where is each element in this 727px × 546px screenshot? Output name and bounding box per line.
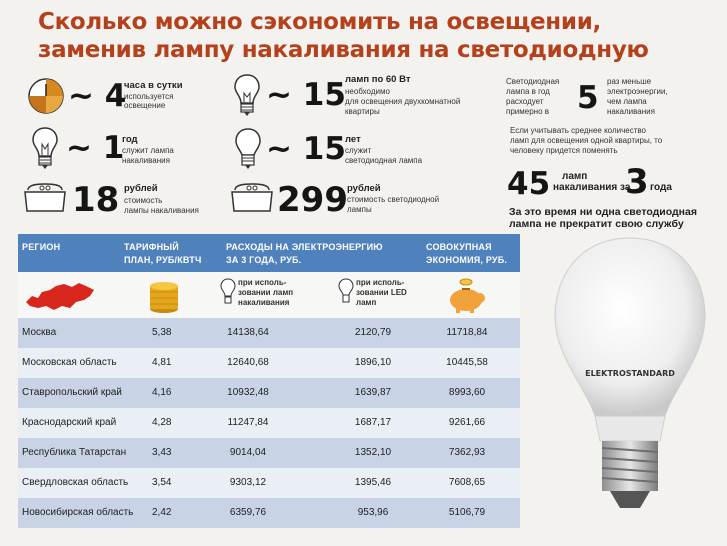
sub-led-3: ламп (356, 298, 377, 307)
years-count: 3 (625, 162, 649, 202)
avg-line-3: человеку придется поменять (510, 146, 618, 155)
hours-desc-1: используется (124, 92, 174, 101)
conclusion-line-1: За это время ни одна светодиодная (509, 206, 697, 218)
header-savings-1: СОВОКУПНАЯ (426, 242, 492, 252)
lamps-desc-1: необходимо (345, 87, 390, 96)
led-cost-cell: 1687,17 (354, 417, 392, 428)
bulb-brand: ELEKTROSTANDARD (585, 369, 675, 378)
header-region: РЕГИОН (22, 242, 61, 252)
lamps-desc-3: квартиры (345, 107, 380, 116)
tariff-cell: 4,81 (152, 357, 172, 368)
lamps-label: ламп по 60 Вт (345, 74, 411, 85)
tariff-cell: 4,28 (152, 417, 172, 428)
header-costs-1: РАСХОДЫ НА ЭЛЕКТРОЭНЕРГИЮ (226, 242, 383, 252)
incand-cost-cell: 9303,12 (229, 477, 267, 488)
times-line-2: электроэнергии, (607, 87, 668, 96)
incand-cost-cell: 11247,84 (227, 417, 269, 428)
region-cell: Московская область (22, 357, 117, 368)
incand-cost-cell: 14138,64 (227, 327, 269, 338)
saving-cell: 5106,79 (448, 507, 486, 518)
led-cost-cell: 1352,10 (354, 447, 392, 458)
wallet-icon-2 (229, 182, 275, 214)
header-savings-2: ЭКОНОМИЯ, РУБ. (426, 255, 508, 265)
sub-incand-3: накаливания (238, 298, 290, 307)
region-cell: Республика Татарстан (22, 447, 127, 458)
table-row (18, 408, 520, 438)
header-costs-2: ЗА 3 ГОДА, РУБ. (226, 255, 302, 265)
table-row (18, 468, 520, 498)
hours-label: часа в сутки (124, 80, 183, 91)
led-years-desc-1: служит (345, 146, 372, 155)
header-tariff-2: ПЛАН, РУБ/КВТЧ (124, 255, 202, 265)
lamps-desc-2: для освещения двухкомнатной (345, 97, 461, 106)
led-bulb-illustration (540, 236, 720, 536)
led-lamp-line-4: примерно в (506, 107, 549, 116)
incand-cost-cell: 10932,48 (227, 387, 269, 398)
incand-cost-value: 18 (72, 180, 120, 220)
sub-incand-2: зовании ламп (238, 288, 294, 297)
table-header (18, 234, 520, 272)
region-cell: Новосибирская область (22, 507, 134, 518)
incand-years-value: ~ 1 (66, 130, 125, 166)
led-cost-cell: 2120,79 (354, 327, 392, 338)
led-cost-cell: 1639,87 (354, 387, 392, 398)
avg-line-2: ламп для освещения одной квартиры, то (510, 136, 663, 145)
led-lamp-line-1: Светодиодная (506, 77, 560, 86)
tariff-cell: 2,42 (152, 507, 172, 518)
incand-cost-label: рублей (124, 183, 158, 194)
led-cost-desc-1: стоимость светодиодной (347, 195, 440, 204)
led-cost-label: рублей (347, 183, 381, 194)
led-lamp-line-3: расходует (506, 97, 544, 106)
saving-cell: 10445,58 (446, 357, 488, 368)
table-row (18, 498, 520, 528)
incand-years-label: год (122, 134, 138, 145)
saving-cell: 11718,84 (446, 327, 488, 338)
hours-desc-2: освещение (124, 101, 166, 110)
table-row (18, 318, 520, 348)
incand-cost-cell: 6359,76 (229, 507, 267, 518)
sub-incand-1: при исполь- (238, 278, 287, 287)
saving-cell: 7608,65 (448, 477, 486, 488)
tariff-cell: 4,16 (152, 387, 172, 398)
table-incandescent-icon (220, 278, 236, 306)
region-cell: Краснодарский край (22, 417, 117, 428)
led-cost-value: 299 (277, 180, 348, 220)
lightbulb-icon (233, 73, 261, 117)
incand-years-desc-1: служит лампа (122, 146, 174, 155)
saving-cell: 7362,93 (448, 447, 486, 458)
table-row (18, 378, 520, 408)
header-tariff-1: ТАРИФНЫЙ (124, 242, 179, 252)
incand-cost-cell: 9014,04 (229, 447, 267, 458)
piggy-bank-icon (446, 276, 488, 314)
wallet-icon (22, 182, 68, 214)
incand-cost-desc-1: стоимость (124, 196, 163, 205)
table-row (18, 348, 520, 378)
led-years-desc-2: светодиодная лампа (345, 156, 423, 165)
led-years-label: лет (345, 134, 361, 145)
led-bulb-icon (234, 127, 262, 171)
sub-led-1: при исполь- (356, 278, 405, 287)
lamps-word: ламп (562, 171, 588, 182)
table-led-icon (338, 278, 354, 306)
clock-icon (27, 77, 65, 115)
tariff-cell: 3,43 (152, 447, 172, 458)
led-years-value: ~ 15 (266, 131, 346, 167)
saving-cell: 8993,60 (448, 387, 486, 398)
lamps-count: 45 (507, 166, 551, 202)
title-line-1: Сколько можно сэкономить на освещении, (38, 9, 601, 35)
table-icon-row (18, 272, 520, 318)
times-line-4: накаливания (607, 107, 655, 116)
years-word: года (650, 182, 672, 193)
tariff-cell: 5,38 (152, 327, 172, 338)
times-value: 5 (577, 80, 599, 116)
table-row (18, 438, 520, 468)
times-line-1: раз меньше (607, 77, 652, 86)
region-cell: Ставропольский край (22, 387, 122, 398)
saving-cell: 9261,66 (448, 417, 486, 428)
led-lamp-line-2: лампа в год (506, 87, 550, 96)
incand-years-desc-2: накаливания (122, 156, 170, 165)
title-line-2: заменив лампу накаливания на светодиодную (38, 37, 649, 63)
led-cost-desc-2: лампы (347, 205, 372, 214)
avg-line-1: Если учитывать среднее количество (510, 126, 646, 135)
tariff-cell: 3,54 (152, 477, 172, 488)
incandescent-bulb-icon (31, 126, 59, 172)
times-line-3: чем лампа (607, 97, 647, 106)
coins-icon (146, 276, 182, 314)
region-cell: Свердловская область (22, 477, 129, 488)
hours-value: ~ 4 (68, 78, 127, 114)
page-title (38, 8, 698, 64)
incand-cost-desc-2: лампы накаливания (124, 206, 199, 215)
russia-map-icon (24, 278, 96, 312)
led-cost-cell: 1896,10 (354, 357, 392, 368)
lamps-value: ~ 15 (266, 77, 346, 113)
sub-led-2: зовании LED (356, 288, 407, 297)
lamps-type: накаливания за (553, 182, 631, 193)
conclusion-line-2: лампа не прекратит свою службу (509, 218, 684, 230)
incand-cost-cell: 12640,68 (227, 357, 269, 368)
led-cost-cell: 1395,46 (354, 477, 392, 488)
led-cost-cell: 953,96 (357, 507, 389, 518)
region-cell: Москва (22, 327, 57, 338)
